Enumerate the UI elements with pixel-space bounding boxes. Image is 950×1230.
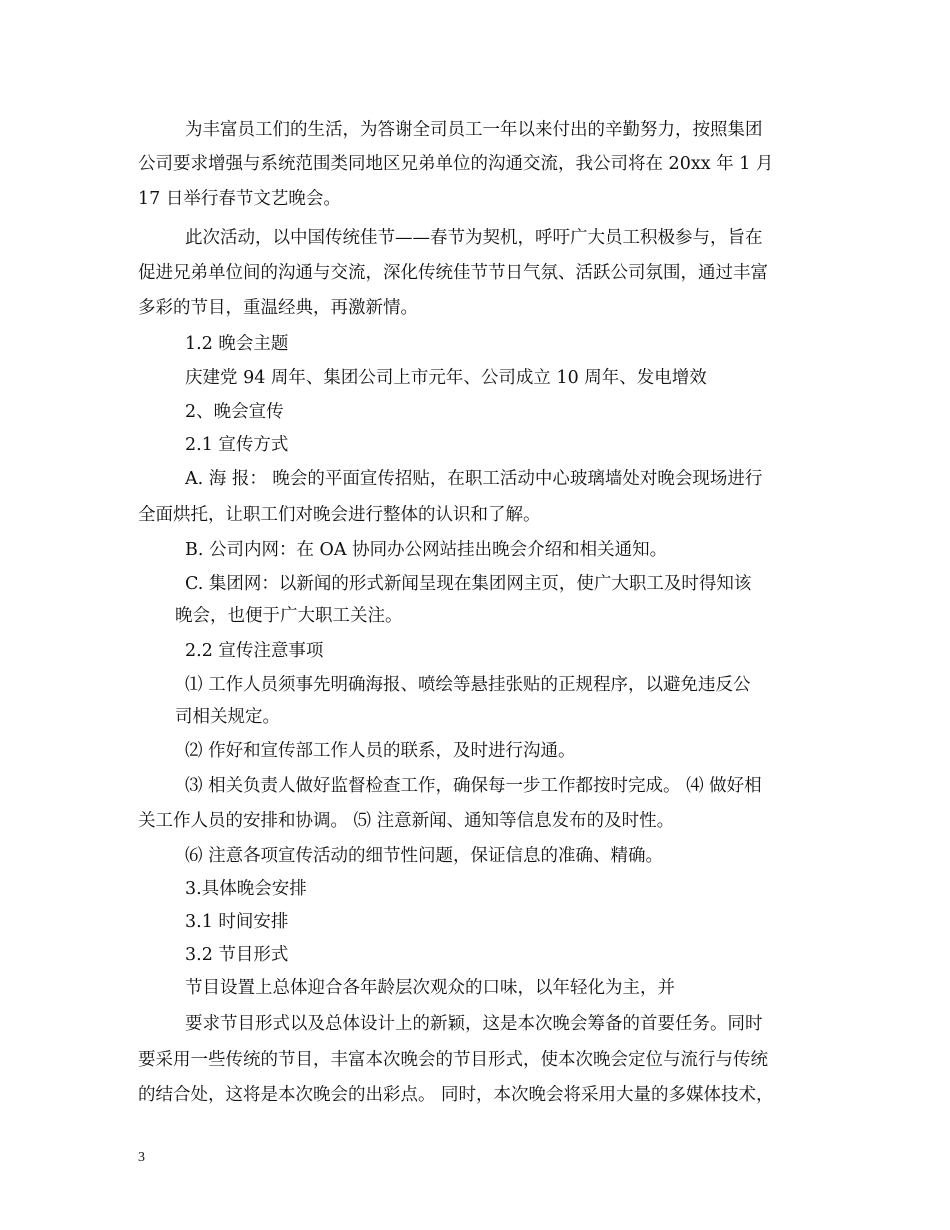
section-heading: 3.1 时间安排 [185, 912, 289, 932]
paragraph-line: 要求节目形式以及总体设计上的新颖，这是本次晚会筹备的首要任务。同时 [185, 1014, 763, 1034]
section-heading: 2.2 宣传注意事项 [185, 641, 324, 661]
paragraph-line: 为丰富员工们的生活，为答谢全司员工一年以来付出的辛勤努力，按照集团 [185, 120, 763, 140]
paragraph-line: 多彩的节目，重温经典，再激新情。 [138, 298, 418, 318]
section-heading: 2.1 宣传方式 [185, 435, 289, 455]
paragraph-line: 晚会，也便于广大职工关注。 [175, 606, 403, 626]
paragraph-line: 节目设置上总体迎合各年龄层次观众的口味，以年轻化为主，并 [185, 978, 675, 998]
section-heading: 3.2 节目形式 [185, 945, 289, 965]
paragraph-line: 此次活动，以中国传统佳节——春节为契机，呼吁广大员工积极参与，旨在 [185, 228, 763, 248]
section-heading: 1.2 晚会主题 [185, 334, 289, 354]
list-item: ⑴ 工作人员须事先明确海报、喷绘等悬挂张贴的正规程序，以避免违反公 [185, 675, 751, 695]
paragraph-line: 促进兄弟单位间的沟通与交流，深化传统佳节节日气氛、活跃公司氛围，通过丰富 [138, 263, 768, 283]
paragraph-line: 要采用一些传统的节目，丰富本次晚会的节目形式，使本次晚会定位与流行与传统 [138, 1050, 768, 1070]
paragraph-line: 的结合处，这将是本次晚会的出彩点。 同时，本次晚会将采用大量的多媒体技术， [138, 1085, 774, 1105]
list-item: C. 集团网：以新闻的形式新闻呈现在集团网主页，使广大职工及时得知该 [185, 574, 752, 594]
list-item: ⑵ 作好和宣传部工作人员的联系，及时进行沟通。 [185, 741, 576, 761]
paragraph-line: 关工作人员的安排和协调。 ⑸ 注意新闻、通知等信息发布的及时性。 [138, 811, 675, 831]
paragraph-line: 17 日举行春节文艺晚会。 [138, 189, 341, 209]
section-heading: 2、晚会宣传 [185, 402, 284, 422]
paragraph-line: 全面烘托，让职工们对晚会进行整体的认识和了解。 [138, 505, 541, 525]
page-number: 3 [138, 1150, 145, 1165]
paragraph-line: 公司要求增强与系统范围类同地区兄弟单位的沟通交流，我公司将在 20xx 年 1 月 [138, 154, 774, 174]
paragraph-line: 庆建党 94 周年、集团公司上市元年、公司成立 10 周年、发电增效 [185, 368, 707, 388]
list-item: ⑶ 相关负责人做好监督检查工作，确保每一步工作都按时完成。 ⑷ 做好相 [185, 776, 762, 796]
section-heading: 3.具体晚会安排 [185, 879, 307, 899]
list-item: A. 海 报： 晚会的平面宣传招贴，在职工活动中心玻璃墙处对晚会现场进行 [185, 469, 763, 489]
list-item: ⑹ 注意各项宣传活动的细节性问题，保证信息的准确、精确。 [185, 846, 664, 866]
list-item: B. 公司内网：在 OA 协同办公网站挂出晚会介绍和相关通知。 [185, 540, 668, 560]
paragraph-line: 司相关规定。 [175, 707, 280, 727]
